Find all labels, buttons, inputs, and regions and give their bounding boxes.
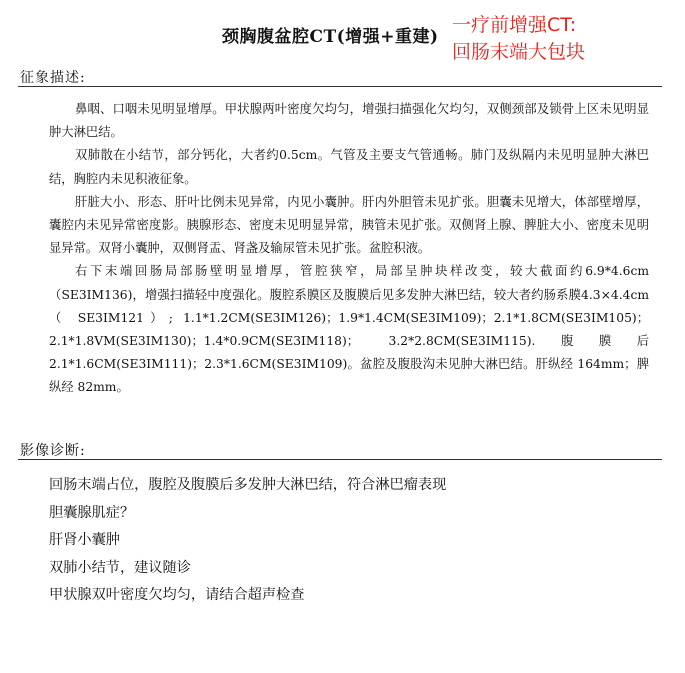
findings-paragraph-abdomen: 肝脏大小、形态、肝叶比例未见异常，内见小囊肿。肝内外胆管未见扩张。胆囊未见增大，体部壁增厚，囊腔内未见异常密度影。胰腺形态、密度未见明显异常，胰管未见扩张。双侧肾上腺、脾脏大小、密度未见明显异常。双肾小囊肿，双侧肾盂、肾盏及输尿管未见扩张。盆腔积液。 xyxy=(49,194,649,256)
findings-divider xyxy=(18,86,662,87)
diagnosis-item: 甲状腺双叶密度欠均匀，请结合超声检查 xyxy=(49,587,305,604)
findings-paragraph-ileum-lymph: 右下末端回肠局部肠壁明显增厚，管腔狭窄，局部呈肿块样改变，较大截面约6.9*4.6cm（SE3IM136)，增强扫描轻中度强化。腹腔系膜区及腹膜后见多发肿大淋巴结，较大者约肠系膜4.3×4.4cm（ SE3IM121）; 1.1*1.2CM(SE3IM126)；1.9*1.4CM(SE3IM109)；2.1*1.8CM(SE3IM105)；2.1*1.8VM(SE3IM130)；1.4*0.9CM(SE3IM118)； 3.2*2.8CM(SE3IM115).腹膜后 2.1*1.6CM(SE3IM111)；2.3*1.6CM(SE3IM109)。盆腔及腹股沟未见肿大淋巴结。肝纵经 164mm；脾纵经 82mm。 xyxy=(49,264,649,395)
diagnosis-item: 双肺小结节，建议随诊 xyxy=(49,559,191,576)
diagnosis-heading: 影像诊断: xyxy=(20,443,86,459)
findings-heading: 征象描述: xyxy=(20,70,86,86)
annotation-line-1: 一疗前增强CT: xyxy=(452,14,577,36)
annotation-line-2: 回肠末端大包块 xyxy=(452,41,586,63)
diagnosis-item: 肝肾小囊肿 xyxy=(49,532,120,549)
diagnosis-list xyxy=(49,472,446,610)
diagnosis-item: 回肠末端占位，腹腔及腹膜后多发肿大淋巴结，符合淋巴瘤表现 xyxy=(49,477,447,493)
findings-body xyxy=(49,98,649,400)
findings-paragraph-chest: 双肺散在小结节，部分钙化，大者约0.5cm。气管及主要支气管通畅。肺门及纵隔内未见明显肿大淋巴结，胸腔内未见积液征象。 xyxy=(49,148,649,186)
findings-paragraph-head-neck: 鼻咽、口咽未见明显增厚。甲状腺两叶密度欠均匀，增强扫描强化欠均匀，双侧颈部及锁骨上区未见明显肿大淋巴结。 xyxy=(49,102,649,140)
handwritten-annotation xyxy=(452,12,585,66)
report-title: 颈胸腹盆腔CT(增强+重建) xyxy=(222,27,439,47)
diagnosis-divider xyxy=(18,459,662,460)
diagnosis-item: 胆囊腺肌症？ xyxy=(49,504,135,521)
